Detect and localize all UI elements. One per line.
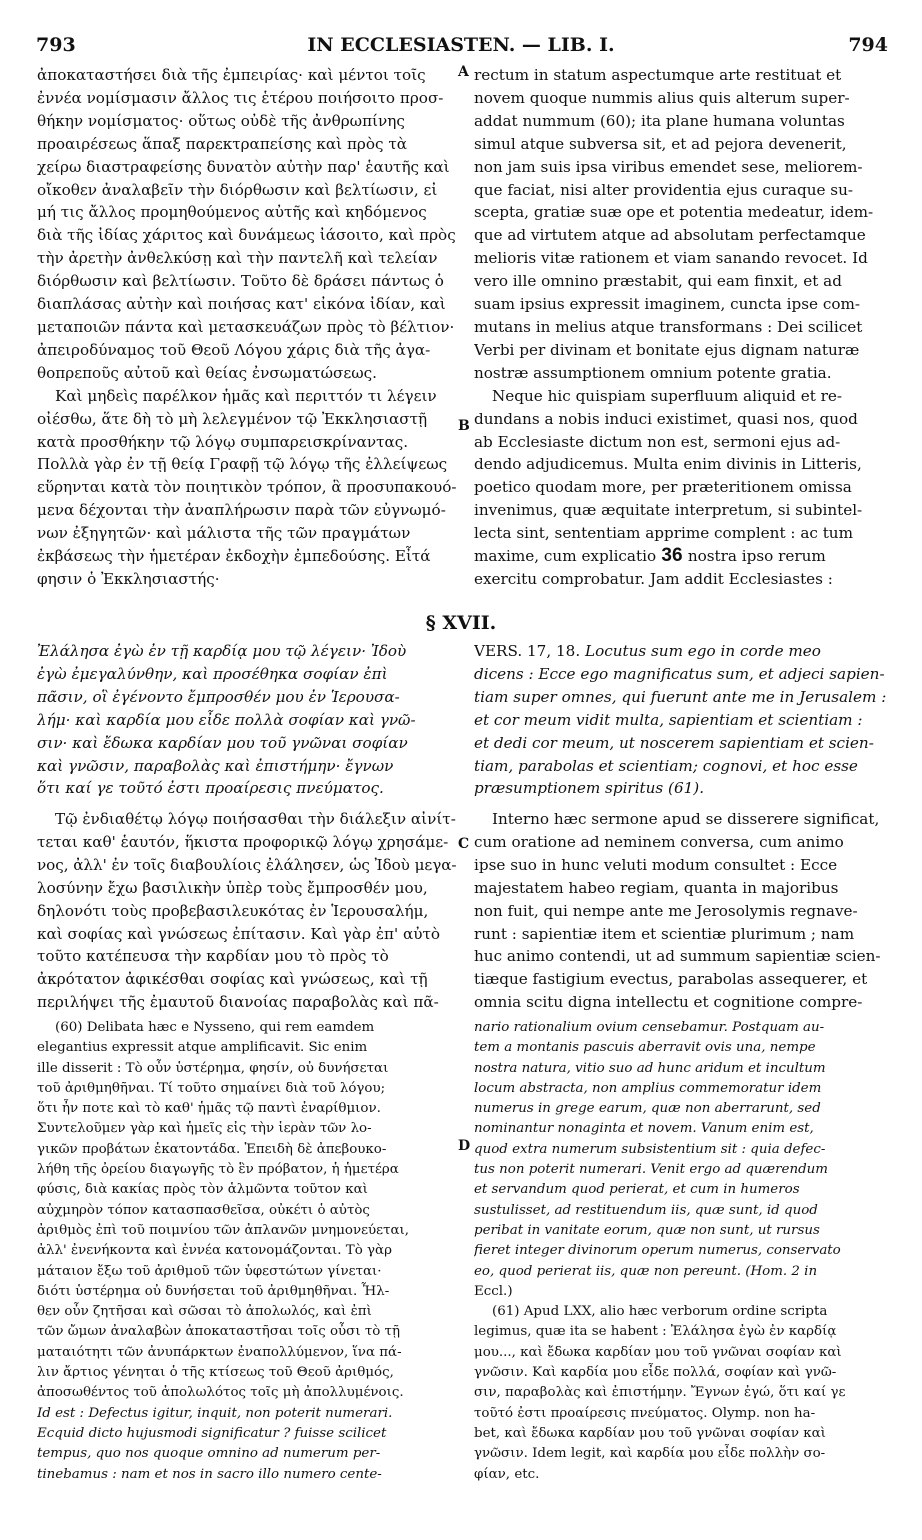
greek-commentary-line: νος, ἀλλ' ἐν τοῖς διαβουλίοις ἐλάλησεν, ὡς Ἰδοὺ μεγα- xyxy=(37,855,457,874)
latin-text-line: suam ipsius expressit imaginem, cuncta ipse com- xyxy=(474,295,861,314)
footnote-line: γικῶν προβάτων ἑκατοντάδα. Ἐπειδὴ δὲ ἀπεβουκο- xyxy=(37,1141,387,1157)
greek-text-line: θήκην νομίσματος· οὕτως οὐδὲ τῆς ἀνθρωπίνης xyxy=(37,111,405,130)
greek-text-line: ἐννέα νομίσμασιν ἄλλος τις ἑτέρου ποιήσοιτο προσ- xyxy=(37,88,444,107)
footnote-line: eo, quod perierat iis, quæ non pereunt. (Hom. 2 in xyxy=(474,1263,818,1279)
latin-verse-line xyxy=(474,640,886,663)
footnote-line: θεν οὖν ζητῆσαι καὶ σῶσαι τὸ ἀπολωλός, καὶ ἐπὶ xyxy=(37,1304,372,1320)
latin-verse-line: dicens : Ecce ego magnificatus sum, et adjeci sapien- xyxy=(474,664,885,683)
greek-commentary xyxy=(37,808,457,1014)
footnote-line: elegantius expressit atque amplificavit. Sic enim xyxy=(37,1040,368,1056)
latin-commentary xyxy=(474,808,886,1014)
greek-text-line: θοπρεποῦς αὐτοῦ καὶ θείας ἐνσωματώσεως. xyxy=(37,363,377,382)
margin-marker-c: C xyxy=(458,836,470,852)
greek-text-line: φησιν ὁ Ἐκκλησιαστής· xyxy=(37,569,220,588)
footnote-line: Id est : Defectus igitur, inquit, non poterit numerari. xyxy=(37,1405,393,1421)
latin-commentary-line: omnia scitu digna intellectu et cognitione compre- xyxy=(474,993,863,1012)
greek-verse-line: λήμ· καὶ καρδία μου εἶδε πολλὰ σοφίαν καὶ γνῶ- xyxy=(37,710,416,729)
footnote-line: μάταιον ἔξω τοῦ ἀριθμοῦ τῶν ὑφεστώτων γίνεται· xyxy=(37,1263,382,1279)
latin-verse-fragment: Locutus sum ego in corde meo xyxy=(584,642,821,660)
page-marker-36: 36 xyxy=(656,545,688,567)
footnote-line: tinebamus : nam et nos in sacro illo numero cente- xyxy=(37,1466,382,1482)
latin-commentary-line: runt : sapientiæ item et scientiæ plurimum ; nam xyxy=(474,924,855,943)
footnote-line: tempus, quo nos quoque omnino ad numerum per- xyxy=(37,1446,381,1462)
greek-text-line: εὕρηνται κατὰ τὸν ποιητικὸν τρόπον, ἃ προσυπακουό- xyxy=(37,478,457,497)
latin-text-line: non jam suis ipsa viribus emendet sese, meliorem- xyxy=(474,157,863,176)
latin-commentary-line: huc animo contendi, ut ad summum sapientiæ scien- xyxy=(474,947,881,966)
greek-text-line: διαπλάσας αὐτὴν καὶ ποιήσας κατ' εἰκόνα ἰδίαν, καὶ xyxy=(37,295,446,314)
greek-verse-line: σιν· καὶ ἔδωκα καρδίαν μου τοῦ γνῶναι σοφίαν xyxy=(37,733,408,752)
latin-text-line: simul atque subversa sit, et ad pejora devenerit, xyxy=(474,134,847,153)
latin-text-fragment: nostra ipso rerum xyxy=(687,547,826,566)
footnote-line: quod extra numerum subsistentium sit : quia defec- xyxy=(474,1141,826,1157)
greek-commentary-line: τεται καθ' ἑαυτόν, ἥκιστα προφορικῷ λόγῳ χρησάμε- xyxy=(37,832,449,851)
footnote-line: φύσις, διὰ κακίας πρὸς τὸν ἁλμῶντα τοῦτον καὶ xyxy=(37,1182,368,1198)
greek-text-line: διὰ τῆς ἰδίας χάριτος καὶ δυνάμεως ἰάσοιτο, καὶ πρὸς xyxy=(37,226,456,245)
latin-verse-line: et cor meum vidit multa, sapientiam et scientiam : xyxy=(474,710,863,729)
greek-text-line: νων ἐξηγητῶν· καὶ μάλιστα τῆς τῶν πραγμάτων xyxy=(37,524,411,543)
footnote-line: ματαιότητι τῶν ἀνυπάρκτων ἐναπολλύμενον, ἵνα πά- xyxy=(37,1344,402,1360)
margin-marker-a: A xyxy=(458,64,469,80)
latin-commentary-line: tiæque fastigium evectus, parabolas assequerer, et xyxy=(474,970,868,989)
footnote-line: nario rationalium ovium censebamur. Postquam au- xyxy=(474,1020,825,1035)
greek-text-line: μεταποιῶν πάντα καὶ μετασκευάζων πρὸς τὸ βέλτιον· xyxy=(37,317,455,336)
latin-commentary-line: Interno hæc sermone apud se disserere significat, xyxy=(492,810,880,828)
latin-text-line: poetico quodam more, per præteritionem omissa xyxy=(474,478,852,497)
footnote-line: Eccl.) xyxy=(474,1283,513,1299)
margin-marker-d: D xyxy=(458,1138,471,1154)
footnote-line: αὐχμηρὸν τόπον κατασπασθεῖσα, οὐκέτι ὁ αὐτὸς xyxy=(37,1202,370,1218)
greek-text-line: προαιρέσεως ἅπαξ παρεκτραπείσης καὶ πρὸς τὰ xyxy=(37,134,407,153)
latin-text-line: addat nummum (60); ita plane humana voluntas xyxy=(474,111,845,130)
footnote-line: γνῶσιν. Καὶ καρδία μου εἶδε πολλά, σοφίαν καὶ γνῶ- xyxy=(474,1365,837,1381)
latin-text-line: exercitu comprobatur. Jam addit Ecclesiastes : xyxy=(474,569,833,588)
footnotes-left-column xyxy=(37,1018,457,1485)
footnote-line: nostra natura, vitio suo ad hunc aridum et incultum xyxy=(474,1060,826,1076)
greek-text-line: χείρω διαστραφείσης δυνατὸν αὐτὴν παρ' ἑαυτῆς καὶ xyxy=(37,157,450,176)
footnote-line: nominantur nonaginta et novem. Vanum enim est, xyxy=(474,1121,814,1137)
greek-text-column xyxy=(37,64,457,591)
footnote-line: Συντελοῦμεν γὰρ καὶ ἡμεῖς εἰς τὴν ἱερὰν τῶν λο- xyxy=(37,1121,372,1137)
right-page-number: 794 xyxy=(848,34,888,56)
footnote-line: φίαν, etc. xyxy=(474,1466,540,1482)
greek-text-line: τὴν ἀρετὴν ἀνθελκύσῃ καὶ τὴν παντελῆ καὶ τελείαν xyxy=(37,249,438,268)
greek-text-line: διόρθωσιν καὶ βελτίωσιν. Τοῦτο δὲ δράσει πάντως ὁ xyxy=(37,272,444,291)
greek-verse-line: πᾶσιν, οἳ ἐγένοντο ἔμπροσθέν μου ἐν Ἱερουσα- xyxy=(37,687,400,706)
footnote-line: τῶν ὤμων ἀναλαβὼν ἀποκαταστῆσαι τοῖς οὖσι τὸ τῇ xyxy=(37,1324,400,1340)
latin-text-line: vero ille omnino præstabit, qui eam finxit, et ad xyxy=(474,272,842,291)
footnote-line: (61) Apud LXX, alio hæc verborum ordine scripta xyxy=(492,1304,828,1320)
latin-text-line: scepta, gratiæ suæ ope et potentia medeatur, idem- xyxy=(474,203,874,222)
latin-commentary-line: majestatem habeo regiam, quanta in majoribus xyxy=(474,878,839,897)
latin-text-column xyxy=(474,64,886,591)
greek-commentary-line: Τῷ ἐνδιαθέτῳ λόγῳ ποιήσασθαι τὴν διάλεξιν αἰνίτ- xyxy=(55,810,456,828)
latin-text-line: nostræ assumptionem omnium potente gratia. xyxy=(474,363,832,382)
latin-text-line: que faciat, nisi alter providentia ejus curaque su- xyxy=(474,180,854,199)
greek-text-line: ἐκβάσεως τὴν ἡμετέραν ἐκδοχὴν ἐμπεδούσης. Εἶτά xyxy=(37,547,431,566)
footnote-line: tem a montanis pascuis aberravit ovis una, nempe xyxy=(474,1040,816,1056)
footnote-line: σιν, παραβολὰς καὶ ἐπιστήμην. Ἔγνων ἐγώ, ὅτι καί γε xyxy=(474,1385,846,1401)
latin-text-line: rectum in statum aspectumque arte restituat et xyxy=(474,66,842,84)
greek-verse-line: ἐγὼ ἐμεγαλύνθην, καὶ προσέθηκα σοφίαν ἐπὶ xyxy=(37,664,388,683)
footnote-line: bet, καὶ ἔδωκα καρδίαν μου τοῦ γνῶναι σοφίαν καὶ xyxy=(474,1425,826,1441)
footnotes-right-column xyxy=(474,1018,886,1485)
footnote-line: λήθη τῆς ὀρείου διαγωγῆς τὸ ἓν πρόβατον, ἡ ἡμετέρα xyxy=(37,1162,399,1178)
latin-text-line: dundans a nobis induci existimet, quasi nos, quod xyxy=(474,409,858,428)
running-title: IN ECCLESIASTEN. — LIB. I. xyxy=(307,34,615,56)
latin-text-line: invenimus, quæ æquitate interpretum, si subintel- xyxy=(474,501,863,520)
greek-commentary-line: τοῦτο κατέπευσα τὴν καρδίαν μου τὸ πρὸς τὸ xyxy=(37,947,389,966)
greek-text-line: οἰέσθω, ἅτε δὴ τὸ μὴ λελεγμένον τῷ Ἐκκλησιαστῇ xyxy=(37,409,428,428)
footnote-line: ὅτι ἦν ποτε καὶ τὸ καθ' ἡμᾶς τῷ παντὶ ἐναρίθμιον. xyxy=(37,1101,381,1117)
left-page-number: 793 xyxy=(36,34,76,56)
footnote-line: διότι ὑστέρημα οὐ δυνήσεται τοῦ ἀριθμηθῆναι. Ἦλ- xyxy=(37,1283,390,1299)
latin-verse-text xyxy=(474,640,886,800)
margin-marker-b: B xyxy=(458,418,470,434)
latin-verse-line: et dedi cor meum, ut noscerem sapientiam et scien- xyxy=(474,733,874,752)
footnote-line: fieret integer divinorum operum numerus, conservato xyxy=(474,1243,841,1259)
latin-text-line: maxime, cum explicatio 36 nostra ipso rerum xyxy=(474,545,826,567)
footnote-line: ἀλλ' ἐνενήκοντα καὶ ἐννέα κατονομάζονται. Τὸ γὰρ xyxy=(37,1243,392,1259)
latin-text-line: dendo adjudicemus. Multa enim divinis in Litteris, xyxy=(474,455,862,474)
latin-commentary-line: ipse suo in hunc veluti modum consultet : Ecce xyxy=(474,855,838,874)
greek-verse-line: καὶ γνῶσιν, παραβολὰς καὶ ἐπιστήμην· ἔγνων xyxy=(37,756,394,775)
greek-verse-text xyxy=(37,640,457,800)
footnote-line: λιν ἄρτιος γένηται ὁ τῆς κτίσεως τοῦ Θεοῦ ἀριθμός, xyxy=(37,1365,394,1381)
footnote-line: peribat in vanitate eorum, quæ non sunt, ut rursus xyxy=(474,1222,820,1238)
latin-verse-line: tiam super omnes, qui fuerunt ante me in Jerusalem : xyxy=(474,687,886,706)
footnote-line: γνῶσιν. Idem legit, καὶ καρδία μου εἶδε πολλὴν σο- xyxy=(474,1446,826,1462)
greek-text-line: κατὰ προσθήκην τῷ λόγῳ συμπαρεισκρίναντας. xyxy=(37,432,409,451)
latin-text-line: que ad virtutem atque ad absolutam perfectamque xyxy=(474,226,866,245)
greek-commentary-line: ἀκρότατον ἀφικέσθαι σοφίας καὶ γνώσεως, καὶ τῇ xyxy=(37,970,428,989)
greek-text-line: οἴκοθεν ἀναλαβεῖν τὴν διόρθωσιν καὶ βελτίωσιν, εἰ xyxy=(37,180,438,199)
footnote-line: tus non poterit numerari. Venit ergo ad quærendum xyxy=(474,1162,828,1178)
latin-verse-line: tiam, parabolas et scientiam; cognovi, et hoc esse xyxy=(474,756,858,775)
verse-reference: VERS. 17, 18. xyxy=(474,642,585,660)
latin-text-line: lecta sint, sententiam apprime complent : ac tum xyxy=(474,524,853,543)
footnote-line: legimus, quæ ita se habent : Ἐλάλησα ἐγὼ ἐν καρδίᾳ xyxy=(474,1324,837,1340)
greek-text-line: Πολλὰ γὰρ ἐν τῇ θείᾳ Γραφῇ τῷ λόγῳ τῆς ἐλλείψεως xyxy=(37,455,448,474)
greek-commentary-line: λοσύνην ἔχω βασιλικὴν ὑπὲρ τοὺς ἔμπροσθέν μου, xyxy=(37,878,428,897)
footnote-line: μου..., καὶ ἔδωκα καρδίαν μου τοῦ γνῶναι σοφίαν καὶ xyxy=(474,1344,842,1360)
footnote-line: τοῦτό ἐστι προαίρεσις πνεύματος. Olymp. non ha- xyxy=(474,1405,816,1421)
latin-text-line: melioris vitæ rationem et viam sanando revocet. Id xyxy=(474,249,868,268)
latin-verse-line: præsumptionem spiritus (61). xyxy=(474,779,705,798)
footnote-line: ille disserit : Τὸ οὖν ὑστέρημα, φησίν, οὐ δυνήσεται xyxy=(37,1060,389,1076)
latin-commentary-line: non fuit, qui nempe ante me Jerosolymis regnave- xyxy=(474,901,858,920)
footnote-line: Ecquid dicto hujusmodi significatur ? fuisse scilicet xyxy=(37,1425,387,1441)
greek-text-line: ἀπειροδύναμος τοῦ Θεοῦ Λόγου χάρις διὰ τῆς ἀγα- xyxy=(37,340,431,359)
footnote-line: et servandum quod perierat, et cum in humeros xyxy=(474,1182,800,1198)
greek-commentary-line: δηλονότι τοὺς προβεβασιλευκότας ἐν Ἱερουσαλήμ, xyxy=(37,901,429,920)
section-heading: § XVII. xyxy=(425,612,497,634)
footnote-line: ἀποσωθέντος τοῦ ἀπολωλότος τοῖς μὴ ἀπολλυμένοις. xyxy=(37,1385,404,1401)
greek-text-line: Καὶ μηδεὶς παρέλκον ἡμᾶς καὶ περιττόν τι λέγειν xyxy=(55,386,437,405)
footnote-line: numerus in grege earum, quæ non aberrarunt, sed xyxy=(474,1101,821,1117)
greek-text-line: μή τις ἄλλος προμηθούμενος αὐτῆς καὶ κηδόμενος xyxy=(37,203,427,222)
latin-text-line: mutans in melius atque transformans : Dei scilicet xyxy=(474,317,863,336)
latin-text-line: novem quoque nummis alius quis alterum super- xyxy=(474,88,850,107)
greek-verse-line: ὅτι καί γε τοῦτό ἐστι προαίρεσις πνεύματος. xyxy=(37,779,384,798)
greek-commentary-line: περιλήψει τῆς ἐμαυτοῦ διανοίας παραβολὰς καὶ πᾶ- xyxy=(37,993,439,1012)
footnote-line: τοῦ ἀριθμηθῆναι. Τί τοῦτο σημαίνει διὰ τοῦ λόγου; xyxy=(37,1080,386,1096)
footnote-line: ἀριθμὸς ἐπὶ τοῦ ποιμνίου τῶν ἀπλανῶν μνημονεύεται, xyxy=(37,1222,410,1238)
footnote-line: sustulisset, ad restituendum iis, quæ sunt, id quod xyxy=(474,1202,818,1218)
latin-text-line: ab Ecclesiaste dictum non est, sermoni ejus ad- xyxy=(474,432,841,451)
greek-text-line: ἀποκαταστήσει διὰ τῆς ἐμπειρίας· καὶ μέντοι τοῖς xyxy=(37,66,426,84)
latin-commentary-line: cum oratione ad neminem conversa, cum animo xyxy=(474,832,844,851)
latin-text-line: Neque hic quispiam superfluum aliquid et re- xyxy=(492,386,843,405)
latin-text-line: Verbi per divinam et bonitate ejus dignam naturæ xyxy=(474,340,860,359)
footnote-line: (60) Delibata hæc e Nysseno, qui rem eamdem xyxy=(55,1020,375,1035)
greek-verse-line: Ἐλάλησα ἐγὼ ἐν τῇ καρδίᾳ μου τῷ λέγειν· Ἰδοὺ xyxy=(37,642,407,660)
footnote-line: locum abstracta, non amplius commemoratur idem xyxy=(474,1080,822,1096)
greek-text-line: μενα δέχονται τὴν ἀναπλήρωσιν παρὰ τῶν εὐγνωμό- xyxy=(37,501,446,520)
greek-commentary-line: καὶ σοφίας καὶ γνώσεως ἐπίτασιν. Καὶ γὰρ ἐπ' αὐτὸ xyxy=(37,924,440,943)
